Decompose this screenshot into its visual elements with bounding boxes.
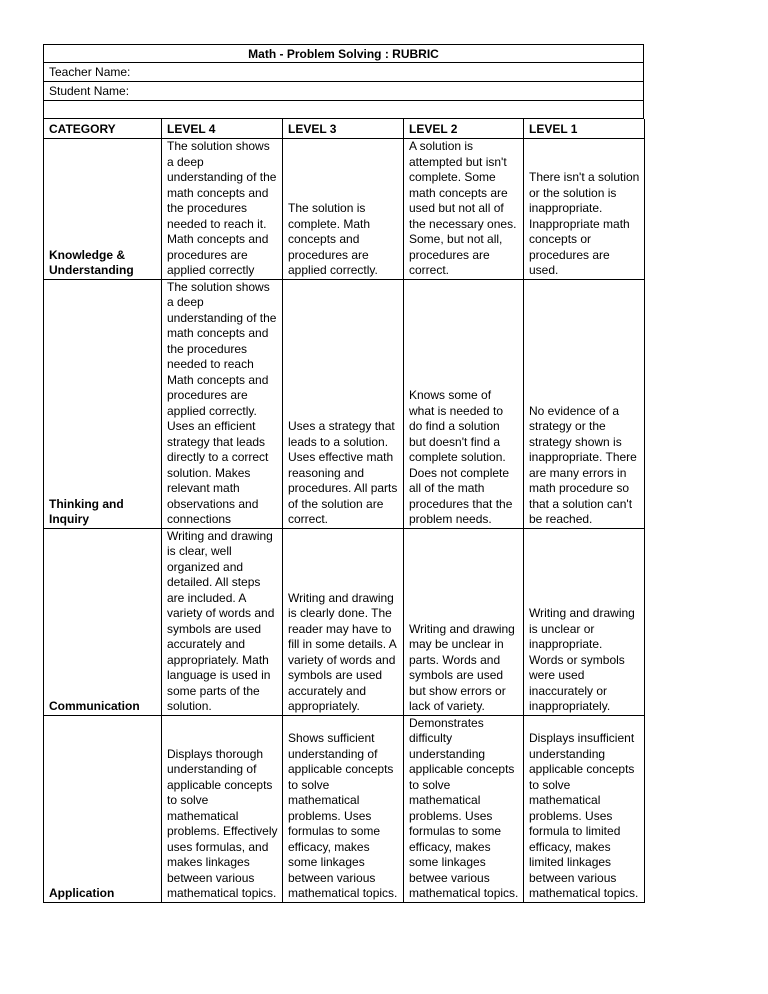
level-1-cell: Writing and drawing is unclear or inappropriate. Words or symbols were used inaccurately or inappropriately.: [524, 528, 645, 715]
level-2-cell: Knows some of what is needed to do find a solution but doesn't find a complete solution. Does not complete all of the math procedures that the problem needs.: [404, 279, 524, 528]
category-cell: Thinking and Inquiry: [44, 279, 162, 528]
header-level-4: LEVEL 4: [162, 119, 283, 139]
teacher-name-field: Teacher Name:: [43, 63, 644, 82]
table-row: [44, 715, 645, 902]
level-4-cell: The solution shows a deep understanding of the math concepts and the procedures needed to reach Math concepts and procedures are applied correctly. Uses an efficient strategy that leads directly to a correct solution. Makes relevant math observations and connections: [162, 279, 283, 528]
header-level-1: LEVEL 1: [524, 119, 645, 139]
level-3-cell: Writing and drawing is clearly done. The reader may have to fill in some details. A variety of words and symbols are used accurately and appropriately.: [283, 528, 404, 715]
category-cell: Knowledge & Understanding: [44, 139, 162, 280]
level-4-cell: The solution shows a deep understanding of the math concepts and the procedures needed to reach it. Math concepts and procedures are applied correctly: [162, 139, 283, 280]
level-3-cell: Uses a strategy that leads to a solution. Uses effective math reasoning and procedures. All parts of the solution are correct.: [283, 279, 404, 528]
level-4-cell: Writing and drawing is clear, well organized and detailed. All steps are included. A variety of words and symbols are used accurately and appropriately. Math language is used in some parts of the solution.: [162, 528, 283, 715]
header-level-3: LEVEL 3: [283, 119, 404, 139]
category-cell: Application: [44, 715, 162, 902]
level-2-cell: A solution is attempted but isn't complete. Some math concepts are used but not all of the necessary ones. Some, but not all, procedures are correct.: [404, 139, 524, 280]
level-3-cell: The solution is complete. Math concepts and procedures are applied correctly.: [283, 139, 404, 280]
level-1-cell: There isn't a solution or the solution is inappropriate. Inappropriate math concepts or procedures are used.: [524, 139, 645, 280]
table-row: [44, 528, 645, 715]
level-4-cell: Displays thorough understanding of applicable concepts to solve mathematical problems. Effectively uses formulas, and makes linkages between various mathematical topics.: [162, 715, 283, 902]
table-row: [44, 279, 645, 528]
rubric-sheet: [43, 44, 644, 903]
level-3-cell: Shows sufficient understanding of applicable concepts to solve mathematical problems. Uses formulas to some efficacy, makes some linkages between various mathematical topics.: [283, 715, 404, 902]
level-1-cell: Displays insufficient understanding applicable concepts to solve mathematical problems. Uses formula to limited efficacy, makes limited linkages between various mathematical topics.: [524, 715, 645, 902]
table-row: [44, 139, 645, 280]
student-name-field: Student Name:: [43, 82, 644, 101]
level-2-cell: Demonstrates difficulty understanding applicable concepts to solve mathematical problems. Uses formulas to some efficacy, makes some linkages betwee various mathematical topics.: [404, 715, 524, 902]
header-row: [44, 119, 645, 139]
rubric-title: Math - Problem Solving : RUBRIC: [43, 44, 644, 63]
level-2-cell: Writing and drawing may be unclear in parts. Words and symbols are used but show errors or lack of variety.: [404, 528, 524, 715]
header-category: CATEGORY: [44, 119, 162, 139]
level-1-cell: No evidence of a strategy or the strategy shown is inappropriate. There are many errors in math procedure so that a solution can't be reached.: [524, 279, 645, 528]
header-level-2: LEVEL 2: [404, 119, 524, 139]
category-cell: Communication: [44, 528, 162, 715]
rubric-table: [43, 119, 645, 903]
spacer-row: [43, 101, 644, 119]
